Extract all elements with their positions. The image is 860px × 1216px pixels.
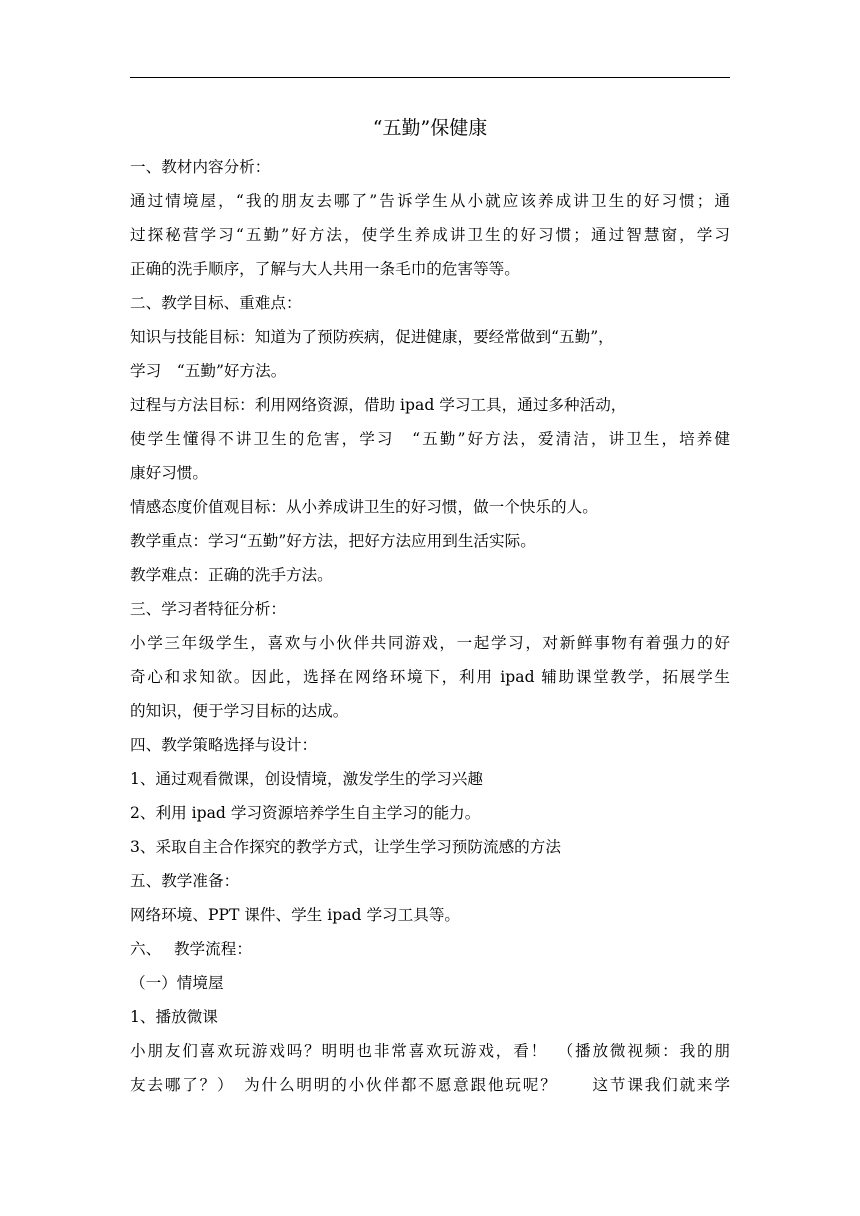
body-line: 教学重点：学习“五勤”好方法，把好方法应用到生活实际。	[130, 532, 536, 550]
body-line: 1、播放微课	[130, 1008, 218, 1026]
body-line: 通过情境屋，“我的朋友去哪了”告诉学生从小就应该养成讲卫生的好习惯；通	[130, 192, 730, 210]
document-body	[130, 150, 730, 1102]
body-line: （一）情境屋	[130, 974, 224, 992]
body-line: 一、教材内容分析：	[130, 158, 271, 176]
body-line: 学习 “五勤”好方法。	[130, 362, 287, 380]
body-line: 正确的洗手顺序，了解与大人共用一条毛巾的危害等等。	[130, 260, 520, 278]
body-line: 的知识，便于学习目标的达成。	[130, 702, 349, 720]
document-title: “五勤”保健康	[372, 117, 488, 139]
body-line: 情感态度价值观目标：从小养成讲卫生的好习惯，做一个快乐的人。	[130, 498, 598, 516]
body-line: 五、教学准备：	[130, 872, 240, 890]
header-rule	[130, 77, 730, 78]
body-line: 1、通过观看微课，创设情境，激发学生的学习兴趣	[130, 770, 483, 788]
body-line: 知识与技能目标：知道为了预防疾病，促进健康，要经常做到“五勤”，	[130, 328, 614, 346]
body-line: 网络环境、PPT 课件、学生 ipad 学习工具等。	[130, 906, 461, 924]
body-line: 过程与方法目标：利用网络资源，借助 ipad 学习工具，通过多种活动，	[130, 396, 627, 414]
body-line: 2、利用 ipad 学习资源培养学生自主学习的能力。	[130, 804, 481, 822]
body-line: 教学难点：正确的洗手方法。	[130, 566, 333, 584]
body-line: 友去哪了？） 为什么明明的小伙伴都不愿意跟他玩呢？ 这节课我们就来学	[130, 1076, 730, 1094]
body-line: 六、 教学流程：	[130, 940, 252, 958]
body-line: 奇心和求知欲。因此，选择在网络环境下，利用 ipad 辅助课堂教学，拓展学生	[130, 668, 730, 686]
body-line: 使学生懂得不讲卫生的危害，学习 “五勤”好方法，爱清洁，讲卫生，培养健	[130, 430, 730, 448]
body-line: 小朋友们喜欢玩游戏吗？明明也非常喜欢玩游戏，看！ （播放微视频：我的朋	[130, 1042, 730, 1060]
body-line: 3、采取自主合作探究的教学方式，让学生学习预防流感的方法	[130, 838, 561, 856]
body-line: 小学三年级学生，喜欢与小伙伴共同游戏，一起学习，对新鲜事物有着强力的好	[130, 634, 730, 652]
body-line: 二、教学目标、重难点：	[130, 294, 302, 312]
body-line: 康好习惯。	[130, 464, 208, 482]
body-line: 四、教学策略选择与设计：	[130, 736, 318, 754]
body-line: 过探秘营学习“五勤”好方法，使学生养成讲卫生的好习惯；通过智慧窗，学习	[130, 226, 730, 244]
body-line: 三、学习者特征分析：	[130, 600, 286, 618]
